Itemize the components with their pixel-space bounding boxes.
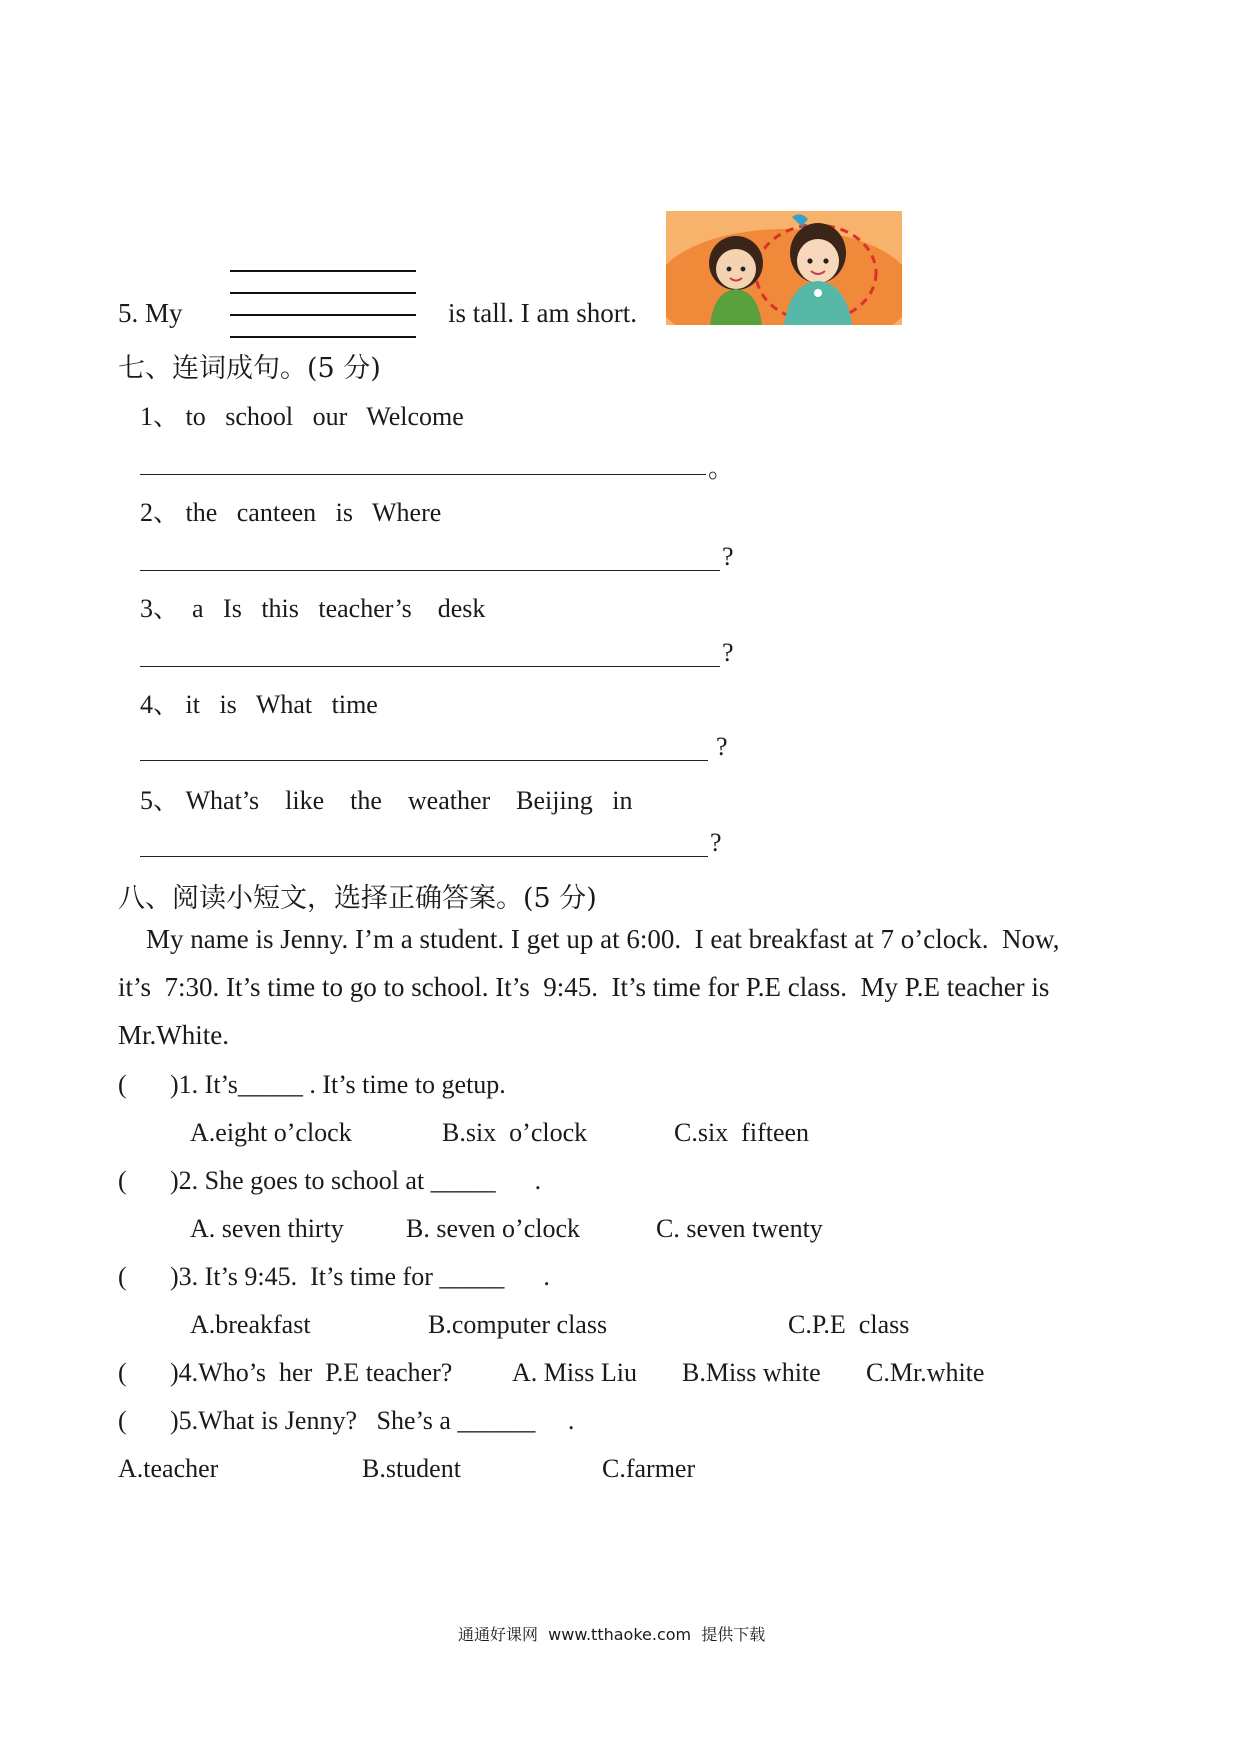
answer-line[interactable] [140, 474, 706, 475]
q5-prefix: 5. My [118, 298, 183, 328]
answer-paren[interactable]: ( [118, 1262, 127, 1291]
option-b: B.Miss white [682, 1358, 821, 1387]
option-a: A.teacher [118, 1454, 219, 1483]
option-c: C.P.E class [788, 1310, 910, 1339]
option-c: C.six fifteen [674, 1118, 810, 1147]
word-group: 3、 a Is this teacher’s desk [140, 594, 486, 623]
option-a: A. seven thirty [190, 1214, 344, 1243]
question-stem: )4.Who’s her P.E teacher? [170, 1358, 453, 1387]
word-group: 5、 What’s like the weather Beijing in [140, 786, 633, 815]
end-mark: 。 [708, 454, 735, 483]
answer-line [230, 314, 416, 316]
option-b: B. seven o’clock [406, 1214, 581, 1243]
passage-line: Mr.White. [118, 1020, 229, 1050]
option-c: C. seven twenty [656, 1214, 823, 1243]
q5-suffix: is tall. I am short. [448, 298, 637, 328]
answer-paren[interactable]: ( [118, 1358, 127, 1387]
option-b: B.six o’clock [442, 1118, 588, 1147]
answer-paren[interactable]: ( [118, 1166, 127, 1195]
section-7-heading: 七、连词成句。(5 分) [118, 353, 381, 384]
option-a: A.breakfast [190, 1310, 311, 1339]
question-stem: )1. It’s_____ . It’s time to getup. [170, 1070, 506, 1099]
section-8-heading: 八、阅读小短文，选择正确答案。(5 分) [118, 883, 597, 914]
option-c: C.Mr.white [866, 1358, 985, 1387]
option-b: B.computer class [428, 1310, 608, 1339]
option-a: A.eight o’clock [190, 1118, 352, 1147]
answer-line [230, 270, 416, 272]
word-group: 4、 it is What time [140, 690, 378, 719]
answer-line [230, 292, 416, 294]
option-a: A. Miss Liu [512, 1358, 637, 1387]
end-mark: ? [722, 542, 734, 571]
end-mark: ? [716, 732, 728, 761]
end-mark: ? [710, 828, 722, 857]
passage-line: it’s 7:30. It’s time to go to school. It’s 9:45. It’s time for P.E class. My P.E teacher is [118, 972, 1050, 1002]
end-mark: ? [722, 638, 734, 667]
answer-line[interactable] [140, 666, 720, 667]
word-group: 1、 to school our Welcome [140, 402, 464, 431]
question-stem: )3. It’s 9:45. It’s time for _____ . [170, 1262, 550, 1291]
option-b: B.student [362, 1454, 461, 1483]
two-children-illustration [666, 211, 902, 325]
question-stem: )5.What is Jenny? She’s a ______ . [170, 1406, 575, 1435]
answer-paren[interactable]: ( [118, 1070, 127, 1099]
option-c: C.farmer [602, 1454, 696, 1483]
word-group: 2、 the canteen is Where [140, 498, 442, 527]
passage-line: My name is Jenny. I’m a student. I get up at 6:00. I eat breakfast at 7 o’clock. Now, [146, 924, 1060, 954]
answer-line[interactable] [140, 760, 708, 761]
question-stem: )2. She goes to school at _____ . [170, 1166, 542, 1195]
answer-line[interactable] [140, 856, 708, 857]
answer-line [230, 336, 416, 338]
answer-paren[interactable]: ( [118, 1406, 127, 1435]
answer-line[interactable] [140, 570, 720, 571]
footer-source: 通通好课网 www.tthaoke.com 提供下载 [458, 1625, 766, 1644]
